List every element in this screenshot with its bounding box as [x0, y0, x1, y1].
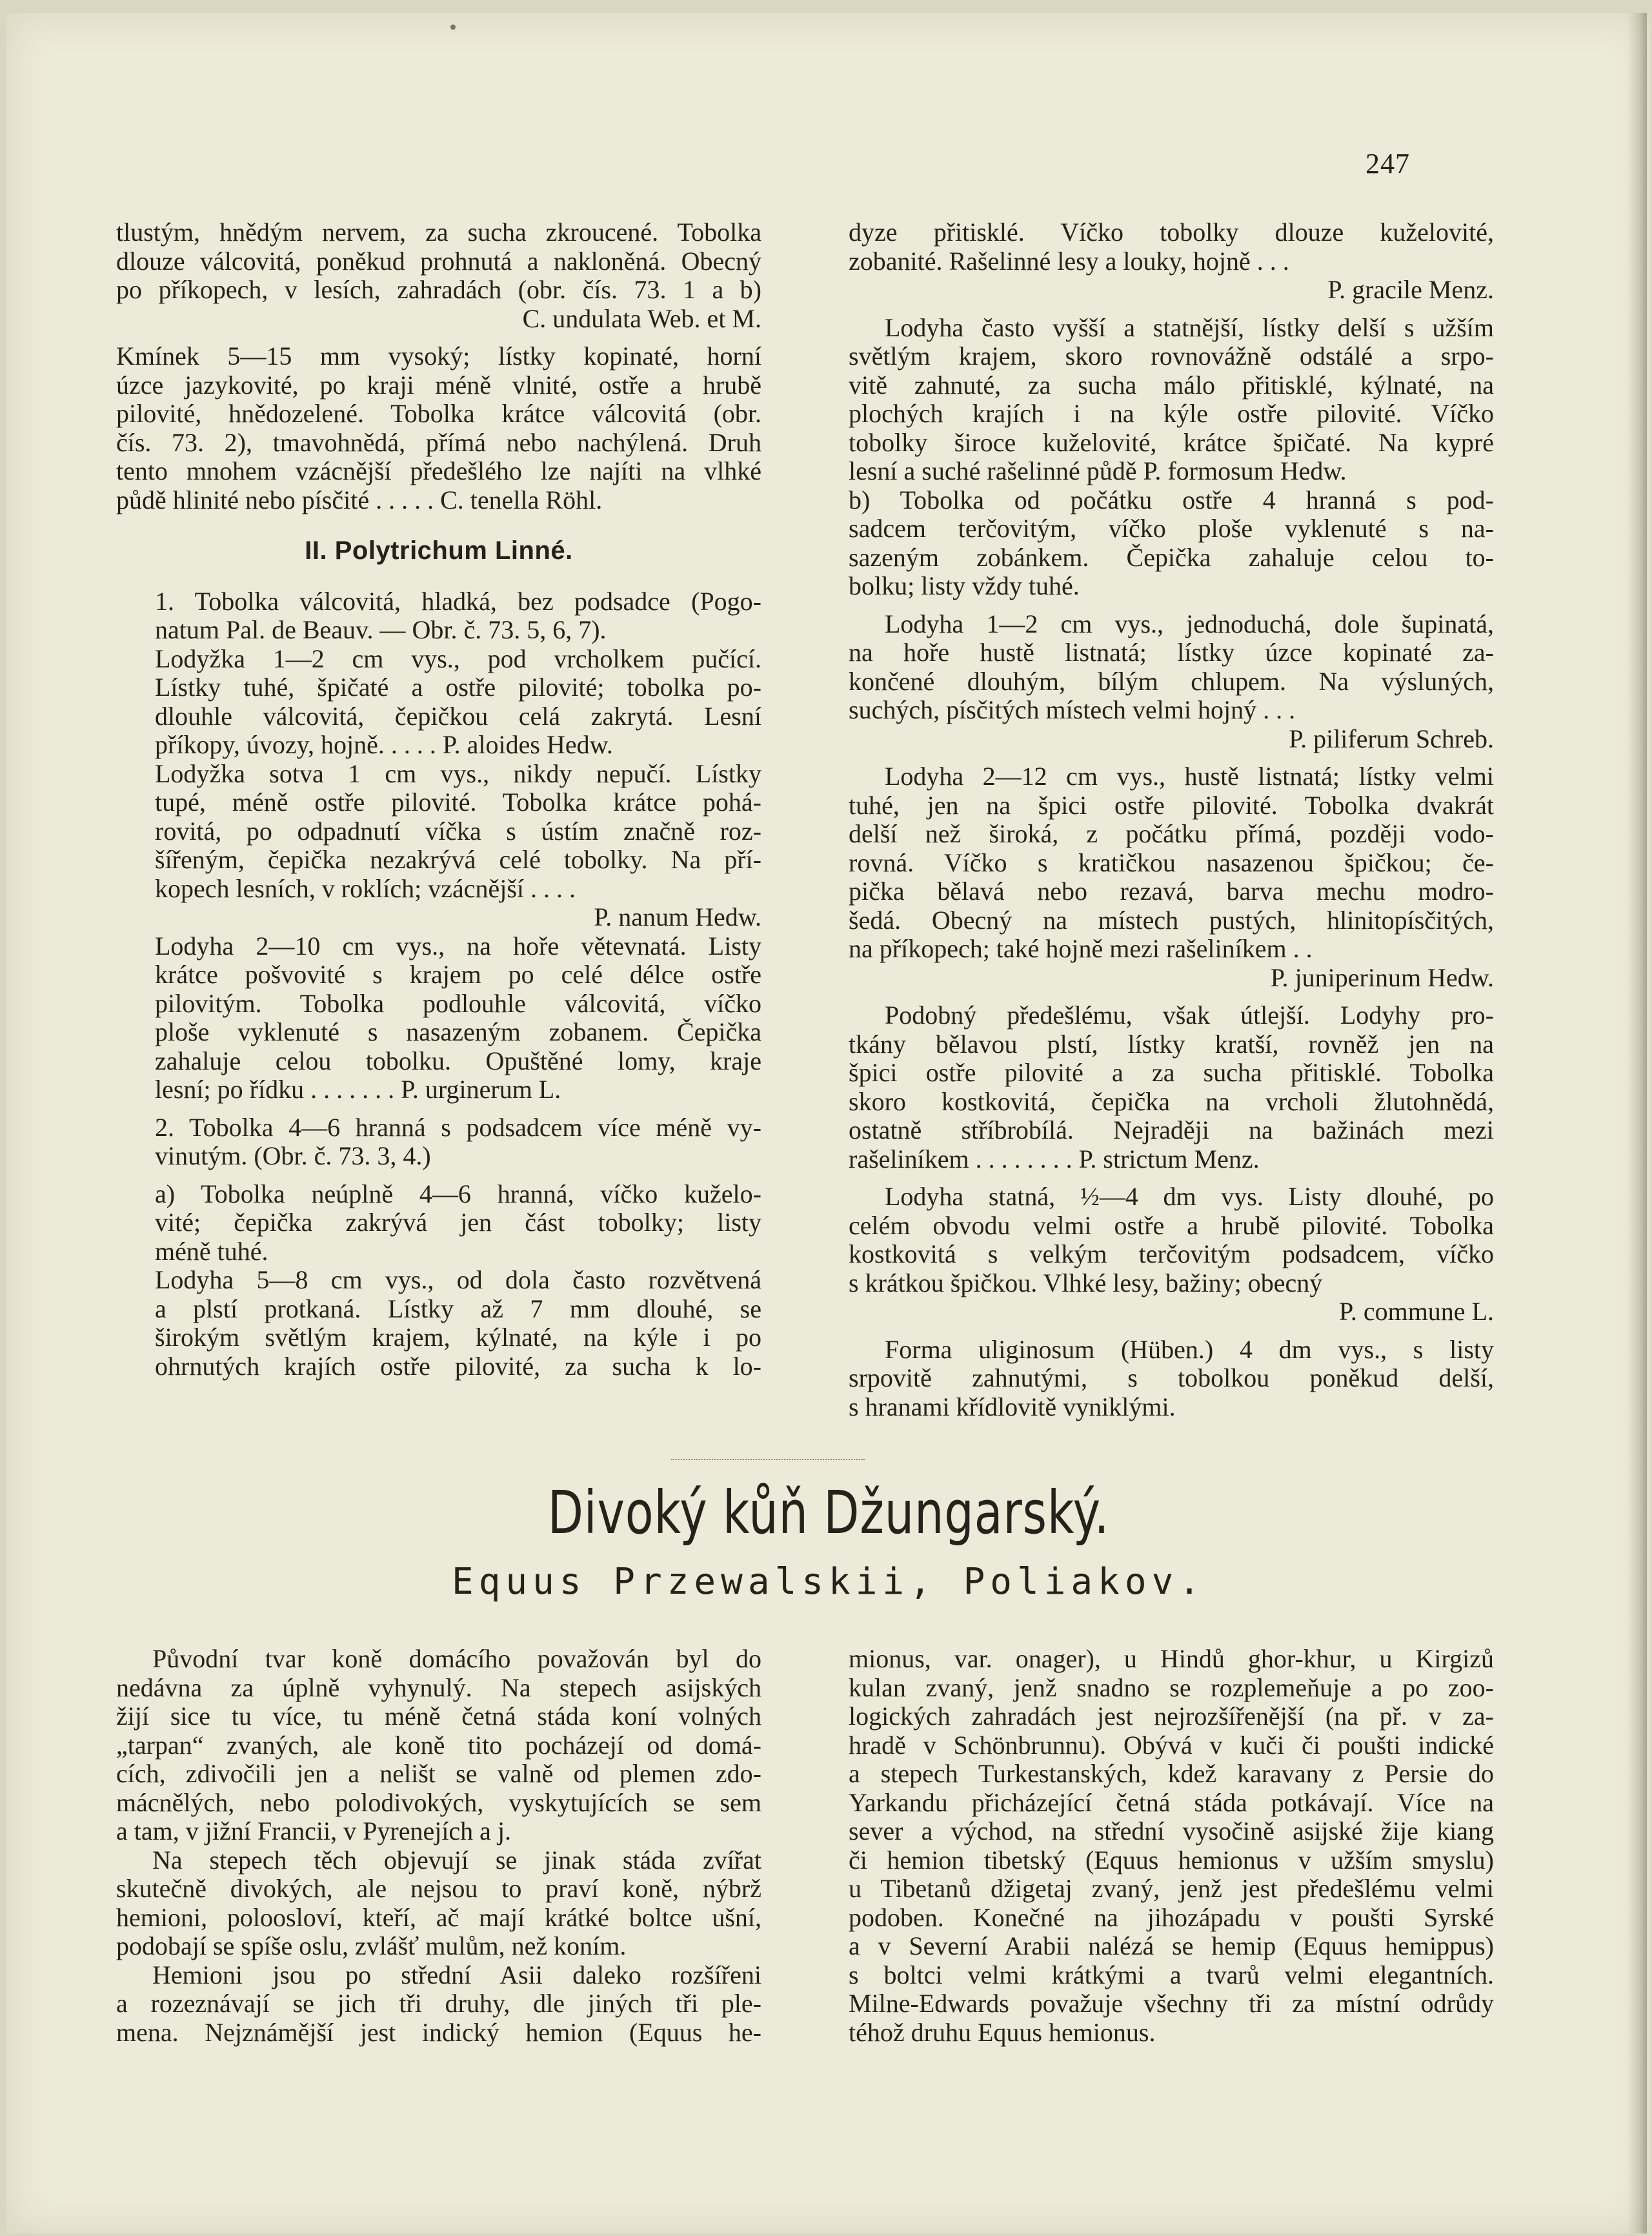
right-column-line: Lodyha 2—12 cm vys., hustě listnatá; lístky velmi: [885, 762, 1494, 791]
article-subtitle: Equus Przewalskii, Poliakov.: [451, 1561, 1205, 1603]
line-gap: [849, 1326, 1494, 1336]
left-column-line: lesní; po řídku . . . . . . . P. urginerum L.: [155, 1075, 561, 1104]
right-column-line: šedá. Obecný na místech pustých, hlinitopísčitých,: [849, 905, 1494, 935]
right-column-line: Lodyha 1—2 cm vys., jednoduchá, dole šupinatá,: [885, 609, 1494, 638]
right-column-line: tkány bělavou plstí, lístky kratší, rovněž jen na: [849, 1029, 1494, 1059]
article-left-line: skutečně divokých, ale nejsou to praví koně, nýbrž: [116, 1874, 761, 1903]
left-column-line: pilovité, hnědozelené. Tobolka krátce válcovitá (obr.: [116, 399, 761, 428]
article-left-column: [116, 1645, 761, 2047]
right-column-line: tuhé, jen na špici ostře pilovité. Tobolka dvakrát: [849, 790, 1494, 820]
article-left-line: podobají se spíše oslu, zvlášť mulům, než koním.: [116, 1931, 627, 1960]
right-column-line: Podobný předešlému, však útlejší. Lodyhy pro-: [885, 1001, 1494, 1030]
article-left-line: a rozeznávají se jich tři druhy, dle jiných tři ple-: [116, 1989, 761, 2018]
right-column-line: suchých, písčitých místech velmi hojný . . .: [849, 695, 1296, 724]
left-column-line: příkopy, úvozy, hojně. . . . . P. aloides Hedw.: [155, 730, 613, 759]
left-column: [116, 218, 761, 1381]
right-column-line: ostatně stříbrobílá. Nejraději na bažinách mezi: [849, 1115, 1494, 1144]
article-right-line: a stepech Turkestanských, kdež karavany z Persie do: [849, 1759, 1494, 1788]
right-column-line: P. gracile Menz.: [1327, 275, 1494, 304]
left-column-line: rovitá, po odpadnutí víčka s ústím značně roz-: [155, 816, 761, 846]
right-column-line: kostkovitá s velkým terčovitým podsadcem, víčko: [849, 1239, 1494, 1268]
right-column-line: srpovitě zahnutými, s tobolkou poněkud delší,: [849, 1363, 1494, 1392]
left-column-line: širokým světlým krajem, kýlnaté, na kýle i po: [155, 1323, 761, 1352]
right-column-line: světlým krajem, skoro rovnovážně odstálé a srpo-: [849, 341, 1494, 371]
article-right-line: a v Severní Arabii nalézá se hemip (Equus hemippus): [849, 1931, 1494, 1960]
left-column-line: úzce jazykovité, po kraji méně vlnité, ostře a hrubě: [116, 370, 761, 400]
article-title: Divoký kůň Džungarský.: [547, 1478, 1110, 1547]
article-left-line: Hemioni jsou po střední Asii daleko rozšířeni: [152, 1960, 761, 1989]
left-column-line: dlouhle válcovitá, čepičkou celá zakrytá. Lesní: [155, 701, 761, 731]
article-right-line: logických zahradách jest nejrozšířenější (na př. v za-: [849, 1702, 1494, 1731]
right-column-line: P. commune L.: [1339, 1297, 1494, 1326]
right-column-line: špici ostře pilovité a za sucha přitisklé. Tobolka: [849, 1058, 1494, 1087]
left-column-line: Lístky tuhé, špičaté a ostře pilovité; tobolka po-: [155, 673, 761, 702]
right-column-line: delší než široká, z počátku přímá, později vodo-: [849, 819, 1494, 848]
page-edge-shadow: [1627, 13, 1647, 2233]
left-column-line: a) Tobolka neúplně 4—6 hranná, víčko kuželo-: [155, 1179, 761, 1208]
right-column-line: na příkopech; také hojně mezi rašeliníkem . .: [849, 934, 1313, 963]
left-column-line: krátce pošvovité s krajem po celé délce ostře: [155, 960, 761, 989]
article-right-line: téhož druhu Equus hemionus.: [849, 2017, 1156, 2047]
right-column-line: s hranami křídlovitě vyniklými.: [849, 1392, 1176, 1421]
right-column-line: lesní a suché rašelinné půdě P. formosum Hedw.: [849, 456, 1347, 485]
article-left-line: hemioni, poloosloví, kteří, ač mají krátké boltce ušní,: [116, 1902, 761, 1932]
left-column-line: 2. Tobolka 4—6 hranná s podsadcem více méně vy-: [155, 1112, 761, 1142]
article-left-line: mena. Nejznámější jest indický hemion (Equus he-: [116, 2017, 761, 2047]
right-column-line: zobanité. Rašelinné lesy a louky, hojně . . .: [849, 246, 1289, 276]
right-column-line: b) Tobolka od počátku ostře 4 hranná s pod-: [849, 485, 1494, 514]
line-gap: [116, 333, 761, 342]
article-right-line: Milne-Edwards považuje všechny tři za místní odrůdy: [849, 1989, 1494, 2018]
line-gap: [116, 565, 761, 587]
left-column-line: tento mnohem vzácnější předešlého lze najíti na vlhké: [116, 456, 761, 485]
right-column-line: plochých krajích i na kýle ostře pilovité. Víčko: [849, 399, 1494, 428]
left-column-line: dlouze válcovitá, poněkud prohnutá a nakloněná. Obecný: [116, 246, 761, 276]
right-column-line: pička bělavá nebo rezavá, barva mechu modro-: [849, 877, 1494, 906]
right-column-line: sadcem terčovitým, víčko ploše vyklenuté s na-: [849, 514, 1494, 543]
left-column-line: kopech lesních, v roklích; vzácnější . . . .: [155, 873, 576, 903]
article-right-line: mionus, var. onager), u Hindů ghor-khur, u Kirgizů: [849, 1644, 1494, 1673]
right-column-line: tobolky široce kuželovité, krátce špičaté. Na kypré: [849, 427, 1494, 457]
right-column-line: P. juniperinum Hedw.: [1270, 962, 1494, 992]
right-column-line: s krátkou špičkou. Vlhké lesy, bažiny; obecný: [849, 1268, 1323, 1297]
right-column-line: na hoře hustě listnatá; lístky úzce kopinaté za-: [849, 638, 1494, 667]
left-column-line: Lodyžka 1—2 cm vys., pod vrcholkem pučící.: [155, 644, 761, 673]
section-heading-text: II. Polytrichum Linné.: [305, 536, 573, 565]
left-column-line: šířeným, čepička nezakrývá celé tobolky. Na pří-: [155, 845, 761, 874]
article-left-line: mácnělých, nebo polodivokých, vyskytujících se sem: [116, 1787, 761, 1817]
right-column-line: dyze přitisklé. Víčko tobolky dlouze kuželovité,: [849, 218, 1494, 247]
right-column-line: P. piliferum Schreb.: [1289, 724, 1494, 753]
article-right-line: kulan zvaný, jenž snadno se rozplemeňuje a po zoo-: [849, 1672, 1494, 1702]
right-column-line: Lodyha často vyšší a statnější, lístky delší s užším: [885, 312, 1494, 342]
right-column: [849, 218, 1494, 1421]
right-column-line: rovná. Víčko s kratičkou nasazenou špičkou; če-: [849, 848, 1494, 877]
left-column-line: Lodyha 2—10 cm vys., na hoře větevnatá. Listy: [155, 931, 761, 960]
left-column-line: Lodyžka sotva 1 cm vys., nikdy nepučí. Lístky: [155, 758, 761, 788]
left-column-line: Kmínek 5—15 mm vysoký; lístky kopinaté, horní: [116, 341, 761, 371]
article-left-line: Původní tvar koně domácího považován byl do: [152, 1644, 761, 1673]
right-column-line: celém obvodu velmi ostře a hrubě pilovité. Tobolka: [849, 1210, 1494, 1240]
right-column-line: skoro kostkovitá, čepička na vrcholi žlutohnědá,: [849, 1086, 1494, 1116]
left-column-line: ploše vyklenuté s nasazeným zobanem. Čepička: [155, 1017, 761, 1046]
article-right-line: Yarkandu přicházející četná stáda potkávají. Více na: [849, 1787, 1494, 1817]
article-right-line: s boltci velmi krátkými a tvarů velmi elegantních.: [849, 1960, 1494, 1989]
article-right-line: či hemion tibetský (Equus hemionus v užším smyslu): [849, 1845, 1494, 1875]
left-column-line: půdě hlinité nebo písčité . . . . . C. tenella Röhl.: [116, 485, 603, 514]
line-gap: [849, 1174, 1494, 1183]
line-gap: [116, 1104, 761, 1113]
scanned-page: [6, 13, 1651, 2233]
left-column-line: čís. 73. 2), tmavohnědá, přímá nebo nachýlená. Druh: [116, 427, 761, 457]
right-column-line: končené dlouhým, bílým chlupem. Na výsluných,: [849, 666, 1494, 696]
right-column-line: Lodyha statná, ½—4 dm vys. Listy dlouhé, po: [885, 1182, 1494, 1211]
left-column-line: natum Pal. de Beauv. — Obr. č. 73. 5, 6, 7).: [155, 615, 607, 644]
article-left-line: cích, zdivočili jen a nelišt se valně od plemen zdo-: [116, 1759, 761, 1788]
left-column-line: po příkopech, v lesích, zahradách (obr. čís. 73. 1 a b): [116, 275, 761, 304]
left-column-line: ohrnutých krajích ostře pilovité, za sucha k lo-: [155, 1351, 761, 1381]
ink-dot: [450, 25, 456, 30]
section-separator: [671, 1459, 865, 1460]
line-gap: [849, 601, 1494, 610]
right-column-line: rašeliníkem . . . . . . . . P. strictum Menz.: [849, 1144, 1260, 1174]
left-column-line: tupé, méně ostře pilovité. Tobolka krátce pohá-: [155, 788, 761, 817]
right-column-line: sazeným zobánkem. Čepička zahaluje celou to-: [849, 542, 1494, 572]
right-column-line: bolku; listy vždy tuhé.: [849, 571, 1080, 600]
article-left-line: „tarpan“ zvaných, ale koně tito pocházejí od domá-: [116, 1730, 761, 1760]
article-right-line: podoben. Konečné na jihozápadu v poušti Syrské: [849, 1902, 1494, 1932]
left-column-line: vinutým. (Obr. č. 73. 3, 4.): [155, 1141, 431, 1170]
page-number: 247: [1365, 148, 1410, 179]
line-gap: [116, 1171, 761, 1180]
article-right-line: u Tibetanů džigetaj zvaný, jenž jest předešlému velmi: [849, 1874, 1494, 1903]
article-right-line: sever a východ, na střední vysočině asijské žije kiang: [849, 1816, 1494, 1845]
article-left-line: a tam, v jižní Francii, v Pyrenejích a j.: [116, 1816, 512, 1845]
article-left-line: žijí sice tu více, tu méně četná stáda koní volných: [116, 1702, 761, 1731]
right-column-line: vitě zahnuté, za sucha málo přitisklé, kýlnaté, na: [849, 370, 1494, 400]
article-left-line: nedávna za úplně vyhynulý. Na stepech asijských: [116, 1672, 761, 1702]
right-column-line: Forma uliginosum (Hüben.) 4 dm vys., s listy: [885, 1334, 1494, 1364]
left-column-line: pilovitým. Tobolka podlouhle válcovitá, víčko: [155, 988, 761, 1018]
section-heading: [116, 536, 761, 565]
left-column-line: zahaluje celou tobolku. Opuštěné lomy, kraje: [155, 1046, 761, 1075]
line-gap: [116, 514, 761, 536]
left-column-line: C. undulata Web. et M.: [522, 303, 761, 333]
line-gap: [849, 305, 1494, 314]
left-column-line: vité; čepička zakrývá jen část tobolky; listy: [155, 1208, 761, 1237]
left-column-line: a plstí protkaná. Lístky až 7 mm dlouhé, se: [155, 1294, 761, 1323]
left-column-line: méně tuhé.: [155, 1236, 268, 1266]
article-right-column: [849, 1645, 1494, 2047]
left-column-line: Lodyha 5—8 cm vys., od dola často rozvětvená: [155, 1265, 761, 1294]
line-gap: [849, 753, 1494, 762]
article-right-line: hradě v Schönbrunnu). Obývá v kuči či poušti indické: [849, 1730, 1494, 1760]
line-gap: [849, 992, 1494, 1001]
left-column-line: tlustým, hnědým nervem, za sucha zkroucené. Tobolka: [116, 218, 761, 247]
left-column-line: P. nanum Hedw.: [594, 902, 761, 931]
article-left-line: Na stepech těch objevují se jinak stáda zvířat: [152, 1845, 761, 1875]
left-column-line: 1. Tobolka válcovitá, hladká, bez podsadce (Pogo-: [155, 586, 761, 616]
